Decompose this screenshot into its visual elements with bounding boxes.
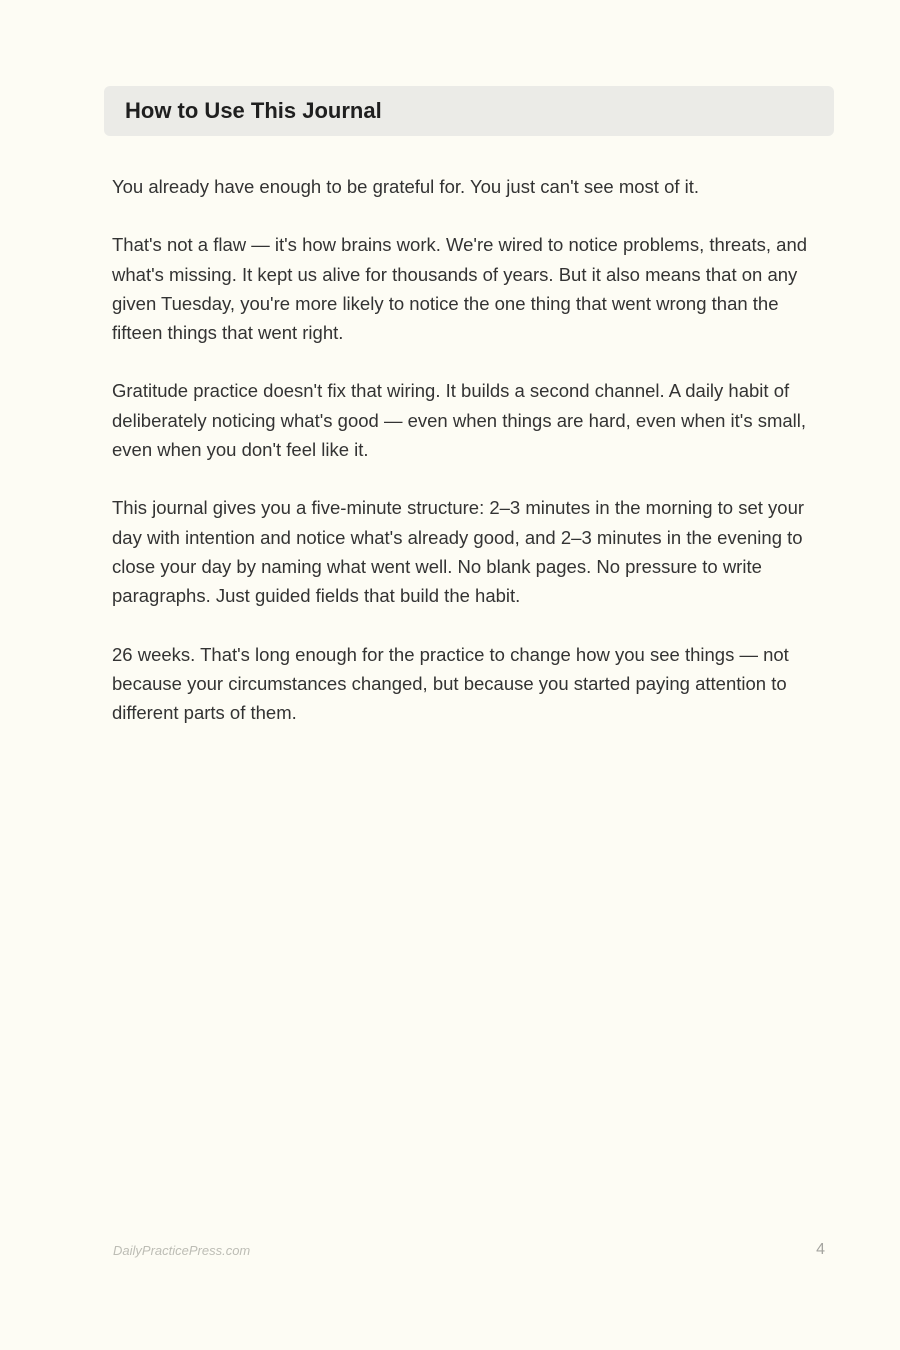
footer-site-name: DailyPracticePress.com (113, 1243, 251, 1258)
page-number: 4 (816, 1241, 825, 1258)
section-header (104, 86, 834, 136)
paragraph-3: Gratitude practice doesn't fix that wiring. It builds a second channel. A daily habit of deliberately noticing what's good — even when things are hard, even when it's small, even when you don't feel like it. (112, 380, 807, 461)
paragraph-2: That's not a flaw — it's how brains work. We're wired to notice problems, threats, and what's missing. It kept us alive for thousands of years. But it also means that on any given Tuesday, you're more likely to notice the one thing that went wrong than the fifteen things that went right. (112, 234, 808, 344)
body-text (112, 172, 832, 756)
paragraph-1: You already have enough to be grateful for. You just can't see most of it. (112, 176, 700, 197)
section-title: How to Use This Journal (125, 98, 382, 123)
paragraph-4: This journal gives you a five-minute structure: 2–3 minutes in the morning to set your day with intention and notice what's already good, and 2–3 minutes in the evening to close your day by naming what went well. No blank pages. No pressure to write paragraphs. Just guided fields that build the habit. (112, 497, 805, 607)
paragraph-5: 26 weeks. That's long enough for the practice to change how you see things — not because your circumstances changed, but because you started paying attention to different parts of them. (112, 643, 789, 724)
